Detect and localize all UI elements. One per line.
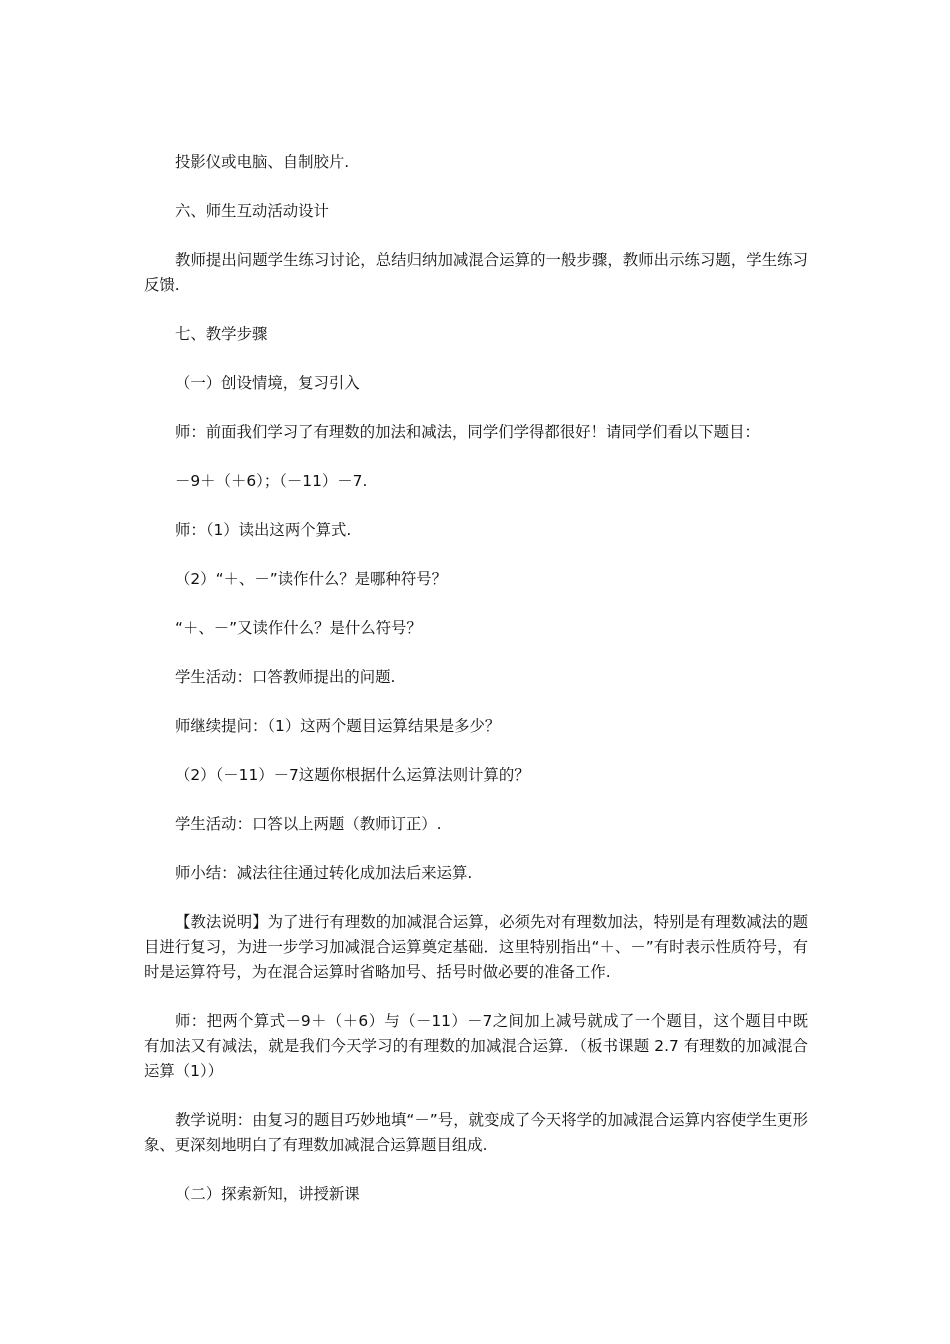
teaching-explanation-note: 教学说明：由复习的题目巧妙地填“－”号，就变成了今天将学的加减混合运算内容使学生更形象、更深刻地明白了有理数加减混合运算题目组成.: [144, 1111, 808, 1154]
section-heading-interaction-design: 六、师生互动活动设计: [175, 202, 329, 220]
teaching-method-note: 【教法说明】为了进行有理数的加减混合运算，必须先对有理数加法，特别是有理数减法的题目进行复习，为进一步学习加减混合运算奠定基础．这里特别指出“＋、－”有时表示性质符号，有时是运算符号，为在混合运算时省略加号、括号时做必要的准备工作.: [144, 913, 808, 981]
teacher-question-1: 师：（1）读出这两个算式.: [175, 521, 352, 539]
equipment-line: 投影仪或电脑、自制胶片.: [175, 153, 350, 171]
student-activity-2: 学生活动：口答以上两题（教师订正）.: [175, 815, 442, 833]
expression-line: －9＋（＋6）；（－11）－7.: [175, 472, 368, 490]
teacher-question-3: “＋、－”又读作什么？是什么符号？: [175, 619, 422, 637]
subsection-heading-new-lesson: （二）探索新知，讲授新课: [175, 1185, 360, 1203]
student-activity-1: 学生活动：口答教师提出的问题.: [175, 668, 396, 686]
teacher-question-2: （2）“＋、－”读作什么？是哪种符号？: [175, 570, 447, 588]
teacher-intro-paragraph: 师：前面我们学习了有理数的加法和减法，同学们学得都很好！请同学们看以下题目：: [175, 423, 760, 441]
teacher-followup-question-1: 师继续提问：（1）这两个题目运算结果是多少？: [175, 717, 501, 735]
interaction-design-paragraph: 教师提出问题学生练习讨论，总结归纳加减混合运算的一般步骤，教师出示练习题，学生练习反馈.: [144, 251, 808, 294]
teacher-followup-question-2: （2）（－11）－7这题你根据什么运算法则计算的？: [175, 766, 530, 784]
section-heading-teaching-steps: 七、教学步骤: [175, 325, 268, 343]
document-body: [144, 150, 808, 1207]
teacher-summary: 师小结：减法往往通过转化成加法后来运算.: [175, 864, 473, 882]
subsection-heading-review: （一）创设情境，复习引入: [175, 374, 360, 392]
teacher-topic-introduction: 师：把两个算式－9＋（＋6）与（－11）－7之间加上减号就成了一个题目，这个题目中既有加法又有减法，就是我们今天学习的有理数的加减混合运算．（板书课题 2.7 有理数的加减混合运算（1））: [144, 1012, 808, 1080]
